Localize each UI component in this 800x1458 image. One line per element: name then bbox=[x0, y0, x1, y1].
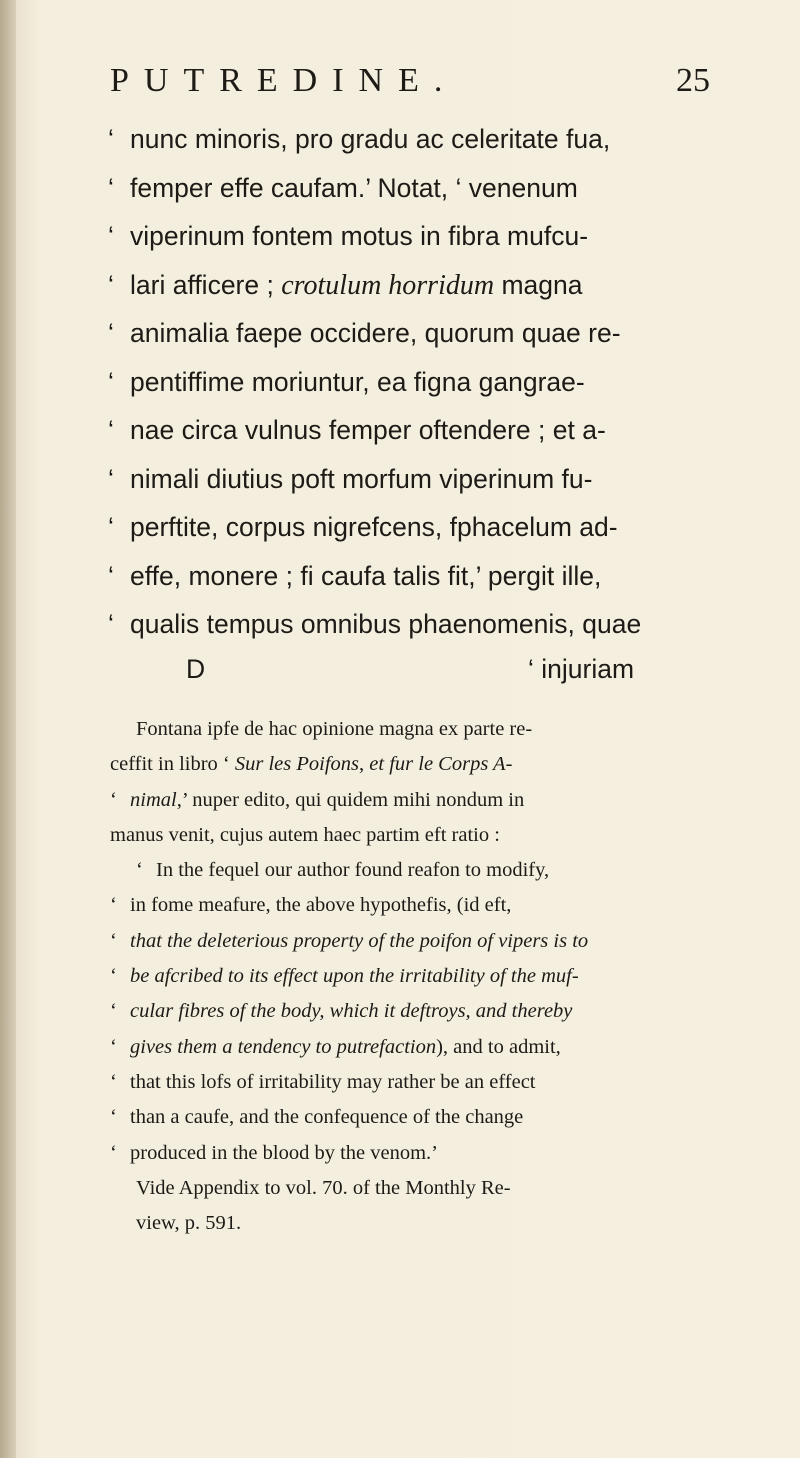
body-line bbox=[108, 600, 708, 649]
italic-text: crotulum horridum bbox=[281, 269, 495, 301]
text-run: nimali diutius poft morfum viperinum fu- bbox=[130, 463, 593, 494]
body-line bbox=[108, 115, 708, 164]
italic-text: that the deleterious property of the poifon of vipers is to bbox=[130, 929, 589, 952]
text-run: that this lofs of irritability may rather be an effect bbox=[130, 1070, 536, 1093]
text-run: nunc minoris, pro gradu ac celeritate fua, bbox=[130, 124, 611, 154]
body-line bbox=[108, 164, 708, 213]
body-line bbox=[108, 309, 708, 358]
quote-mark: ‘ bbox=[108, 269, 114, 300]
body-line bbox=[108, 212, 708, 261]
text-run: In the fequel our author found reafon to modify, bbox=[156, 859, 550, 882]
text-run: animalia faepe occidere, quorum quae re- bbox=[130, 318, 621, 348]
footnote-line bbox=[110, 888, 710, 923]
footnote-line bbox=[110, 1206, 710, 1241]
italic-text: nimal bbox=[130, 788, 177, 811]
body-line bbox=[108, 406, 708, 455]
text-run: manus venit, cujus autem haec partim eft ratio : bbox=[110, 823, 500, 846]
footnote-line bbox=[110, 1100, 710, 1135]
footnote-line bbox=[110, 1065, 710, 1100]
footnote-line bbox=[110, 712, 710, 747]
footnote-line bbox=[110, 959, 710, 994]
italic-text: et fur le Corps A- bbox=[369, 753, 513, 776]
italic-text: Sur les Poifons bbox=[234, 753, 360, 776]
body-line bbox=[108, 261, 708, 310]
footnote-line bbox=[110, 783, 710, 818]
quote-mark: ‘ bbox=[108, 366, 114, 397]
text-run: effe, monere ; fi caufa talis fit,’ pergit ille, bbox=[130, 560, 602, 591]
quote-mark: ‘ bbox=[108, 560, 114, 591]
quote-mark: ‘ bbox=[108, 415, 114, 445]
footnote-line bbox=[110, 1171, 710, 1206]
text-run: viperinum fontem motus in fibra mufcu- bbox=[130, 221, 589, 251]
body-line bbox=[108, 552, 708, 601]
text-run: view, p. 591. bbox=[136, 1212, 242, 1235]
quote-mark: ‘ bbox=[110, 965, 117, 988]
footnote-line bbox=[110, 1136, 710, 1171]
quote-mark: ‘ bbox=[108, 172, 114, 203]
footnote-line bbox=[110, 853, 710, 888]
text-run: femper effe caufam.’ Notat, ‘ venenum bbox=[130, 172, 578, 203]
quote-mark: ‘ bbox=[110, 1070, 117, 1093]
quote-mark: ‘ bbox=[110, 1106, 117, 1129]
text-run: perftite, corpus nigrefcens, fphacelum ad- bbox=[130, 512, 618, 542]
quote-mark: ‘ bbox=[108, 221, 114, 251]
text-run: than a caufe, and the confequence of the change bbox=[130, 1106, 524, 1129]
footnote-line bbox=[110, 747, 710, 782]
text-run: in fome meafure, the above hypothefis, (id eft, bbox=[130, 894, 512, 917]
text-run: Fontana ipfe de hac opinione magna ex parte re- bbox=[136, 718, 533, 740]
binding-edge bbox=[0, 0, 16, 1458]
catchword: ‘ injuriam bbox=[528, 654, 635, 684]
catch-line bbox=[108, 645, 708, 693]
text-run: qualis tempus omnibus phaenomenis, quae bbox=[130, 609, 642, 639]
page-number: 25 bbox=[676, 62, 710, 99]
quote-mark: ‘ bbox=[110, 1141, 117, 1164]
footnote-line bbox=[110, 994, 710, 1029]
footnote-line bbox=[110, 924, 710, 959]
running-head-title: PUTREDINE. bbox=[110, 62, 458, 99]
quote-mark: ‘ bbox=[110, 894, 117, 917]
quote-mark: ‘ bbox=[110, 788, 117, 811]
text-run: magna bbox=[494, 269, 583, 300]
signature-mark: D bbox=[186, 654, 206, 684]
body-line bbox=[108, 455, 708, 504]
quote-mark: ‘ bbox=[108, 609, 114, 639]
quote-mark: ‘ bbox=[110, 929, 117, 952]
text-run: ), and to admit, bbox=[436, 1035, 561, 1058]
text-run: nae circa vulnus femper oftendere ; et a- bbox=[130, 415, 606, 445]
quote-mark: ‘ bbox=[136, 859, 143, 882]
body-line bbox=[108, 503, 708, 552]
quote-mark: ‘ bbox=[108, 512, 114, 542]
text-run: ceffit in libro ‘ bbox=[110, 753, 235, 776]
italic-text: gives them a tendency to putrefaction bbox=[130, 1035, 437, 1058]
quote-mark: ‘ bbox=[110, 1000, 117, 1023]
italic-text: be afcribed to its effect upon the irritability of the muf- bbox=[130, 965, 579, 988]
quote-mark: ‘ bbox=[108, 318, 114, 348]
italic-text: cular fibres of the body, which it deftroys, and thereby bbox=[130, 1000, 573, 1023]
text-run: , bbox=[359, 753, 370, 776]
text-run: lari afficere ; bbox=[130, 269, 282, 300]
footnote-line bbox=[110, 818, 710, 853]
text-run: ,’ nuper edito, qui quidem mihi nondum in bbox=[176, 788, 525, 811]
text-run: Vide Appendix to vol. 70. of the Monthly Re- bbox=[136, 1176, 511, 1199]
footnote bbox=[110, 712, 710, 1241]
body-line bbox=[108, 358, 708, 407]
running-head bbox=[110, 62, 710, 100]
main-text bbox=[108, 115, 708, 649]
quote-mark: ‘ bbox=[108, 124, 114, 154]
text-run: produced in the blood by the venom.’ bbox=[130, 1141, 439, 1164]
text-run: pentiffime moriuntur, ea figna gangrae- bbox=[130, 366, 585, 397]
footnote-line bbox=[110, 1030, 710, 1065]
quote-mark: ‘ bbox=[108, 463, 114, 494]
quote-mark: ‘ bbox=[110, 1035, 117, 1058]
